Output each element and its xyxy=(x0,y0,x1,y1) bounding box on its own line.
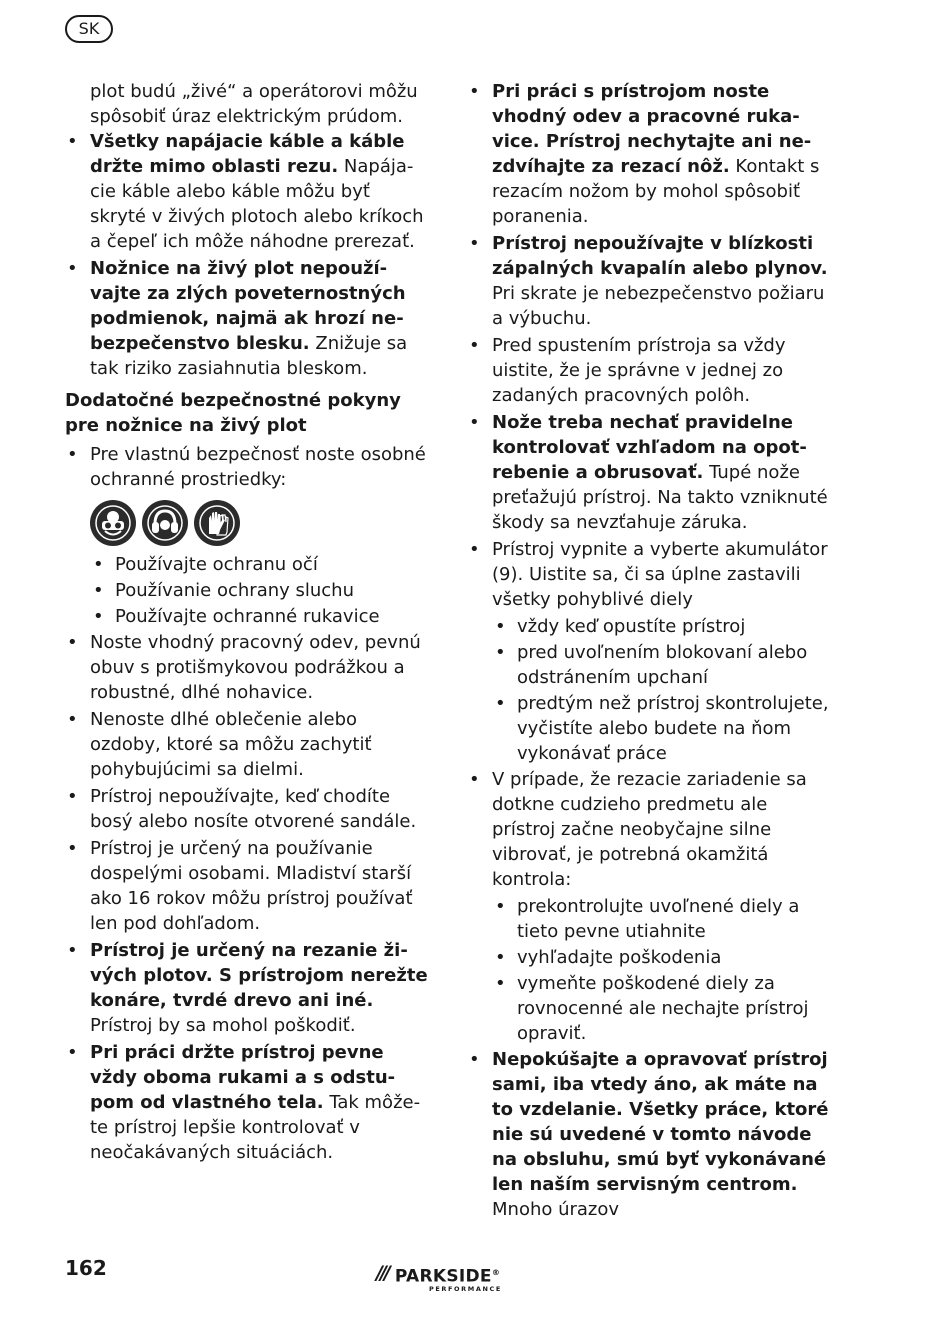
list-item: • Prístroj vypnite a vyberte akumulátor (9). Uistite sa, či sa úplne zastavili všetky pohyblivé diely xyxy=(467,537,832,612)
stop-sublist xyxy=(467,614,832,766)
logo-subtitle: PERFORMANCE xyxy=(429,1285,502,1293)
list-item: • Prístroj je určený na používanie dospelými osobami. Mladiství starší ako 16 rokov môžu prístroj používať len pod dohľadom. xyxy=(65,836,430,936)
logo-brand: PARKSIDE® xyxy=(394,1266,501,1287)
language-badge: SK xyxy=(65,15,113,43)
list-item: • Pre vlastnú bezpečnosť noste osobné ochranné prostriedky: xyxy=(65,442,430,492)
list-item: • Nepokúšajte a opravovať prístroj sami, iba vtedy áno, ak máte na to vzdelanie. Všetky práce, ktoré nie sú uvedené v tomto návode na obsluhu, smú byť vykonávané len naším servisným centrom. Mnoho úrazov xyxy=(467,1047,832,1222)
list-item: • Prístroj je určený na rezanie živých plotov. S prístrojom nerežte konáre, tvrdé drevo ani iné. Prístroj by sa mohol poškodiť. xyxy=(65,938,430,1038)
list-item: • V prípade, že rezacie zariadenie sa dotkne cudzieho predmetu ale prístroj začne neobyčajne silne vibrovať, je potrebná okamžitá kontrola: xyxy=(467,767,832,892)
safety-list-5 xyxy=(467,767,832,892)
ppe-sublist xyxy=(65,552,430,629)
list-item: • Používajte ochranné rukavice xyxy=(65,604,430,629)
list-item: • Všetky napájacie káble a káble držte mimo oblasti rezu. Napájacie káble alebo káble môžu byť skryté v živých plotoch alebo kríkoch a čepeľ ich môže náhodne prerezať. xyxy=(65,129,430,254)
safety-list-2 xyxy=(65,442,430,492)
list-item: • Noste vhodný pracovný odev, pevnú obuv s protišmykovou podrážkou a robustné, dlhé nohavice. xyxy=(65,630,430,705)
section-heading: Dodatočné bezpečnostné pokyny pre nožnice na živý plot xyxy=(65,390,401,436)
list-item: • Pred spustením prístroja sa vždy uistite, že je správne v jednej zo zadaných pracovných polôh. xyxy=(467,333,832,408)
logo-stripes: /// xyxy=(376,1262,388,1284)
list-item: • Pri práci držte prístroj pevne vždy oboma rukami a s odstupom od vlastného tela. Tak môžete prístroj lepšie kontrolovať v neočakávaných situáciách. xyxy=(65,1040,430,1165)
list-item: • Pri práci s prístrojom noste vhodný odev a pracovné rukavice. Prístroj nechytajte ani nezdvíhajte za rezací nôž. Kontakt s rezacím nožom by mohol spôsobiť poranenia. xyxy=(467,79,832,229)
parkside-logo xyxy=(376,1262,502,1293)
inspection-sublist xyxy=(467,894,832,1046)
list-item: • vždy keď opustíte prístroj xyxy=(467,614,832,639)
list-item: • predtým než prístroj skontrolujete, vyčistíte alebo budete na ňom vykonávať práce xyxy=(467,691,832,766)
intro-paragraph: plot budú „živé“ a operátorovi môžu spôsobiť úraz elektrickým prúdom. xyxy=(90,81,418,127)
list-item: • Používajte ochranu očí xyxy=(65,552,430,577)
list-item: • Nože treba nechať pravidelne kontrolovať vzhľadom na opotrebenie a obrusovať. Tupé nože preťažujú prístroj. Na takto vzniknuté škody sa nevzťahuje záruka. xyxy=(467,410,832,535)
right-column xyxy=(467,79,832,1224)
safety-list-6 xyxy=(467,1047,832,1222)
list-item: • vymeňte poškodené diely za rovnocenné ale nechajte prístroj opraviť. xyxy=(467,971,832,1046)
list-item: • pred uvoľnením blokovaní alebo odstránením upchaní xyxy=(467,640,832,690)
left-column xyxy=(65,79,430,1167)
list-item: • vyhľadajte poškodenia xyxy=(467,945,832,970)
list-item: • Prístroj nepoužívajte, keď chodíte bosý alebo nosíte otvorené sandále. xyxy=(65,784,430,834)
safety-list-4 xyxy=(467,79,832,612)
safety-list-1 xyxy=(65,129,430,381)
safety-list-3 xyxy=(65,630,430,1165)
page-number: 162 xyxy=(65,1256,107,1280)
ear-protection-icon xyxy=(142,500,188,546)
list-item: • Používanie ochrany sluchu xyxy=(65,578,430,603)
list-item: • Prístroj nepoužívajte v blízkosti zápalných kvapalín alebo plynov. Pri skrate je nebezpečenstvo požiaru a výbuchu. xyxy=(467,231,832,331)
list-item: • Nožnice na živý plot nepoužívajte za zlých poveternostných podmienok, najmä ak hrozí nebezpečenstvo blesku. Znižuje sa tak riziko zasiahnutia bleskom. xyxy=(65,256,430,381)
list-item: • Nenoste dlhé oblečenie alebo ozdoby, ktoré sa môžu zachytiť pohybujúcimi sa dielmi. xyxy=(65,707,430,782)
list-item: • prekontrolujte uvoľnené diely a tieto pevne utiahnite xyxy=(467,894,832,944)
safety-goggles-icon xyxy=(90,500,136,546)
protective-gloves-icon xyxy=(194,500,240,546)
ppe-icons xyxy=(65,500,430,546)
